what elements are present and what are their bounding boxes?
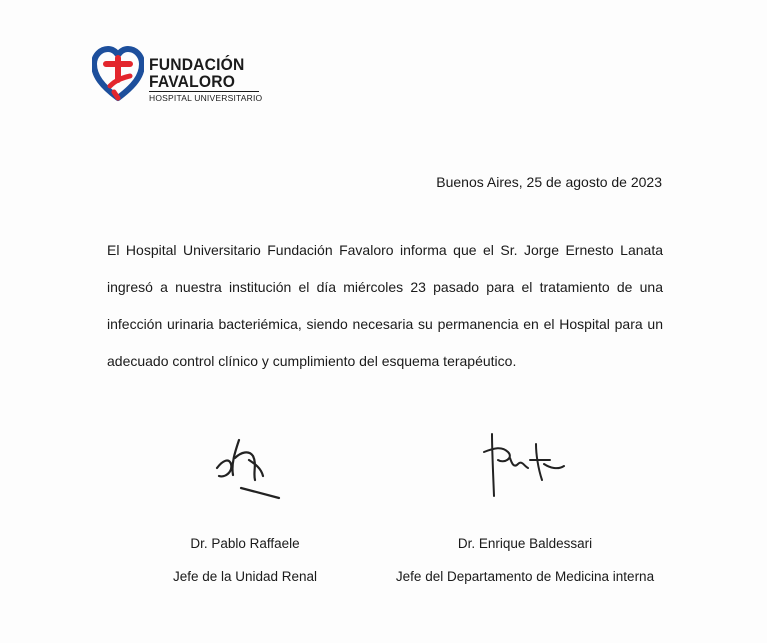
fundacion-favaloro-logo: [92, 46, 262, 106]
letter-date: Buenos Aires, 25 de agosto de 2023: [436, 174, 662, 190]
logo-wordmark: [149, 55, 263, 104]
logo-line2: FAVALORO: [149, 72, 236, 91]
signature-enrique-baldessari: [478, 430, 568, 505]
signer-name: Dr. Enrique Baldessari: [457, 536, 593, 551]
signer-role: Jefe del Departamento de Medicina interna: [395, 569, 655, 584]
letter-body: El Hospital Universitario Fundación Favaloro informa que el Sr. Jorge Ernesto Lanata ingresó a nuestra institución el día miércoles 23 pasado para el tratamiento de una infección urinaria bacteriémica, siendo necesaria su permanencia en el Hospital para un adecuado control clínico y cumplimiento del esquema terapéutico.: [107, 242, 663, 369]
signer-role: Jefe de la Unidad Renal: [172, 569, 318, 584]
signer-name: Dr. Pablo Raffaele: [190, 536, 300, 551]
signature-pablo-raffaele: [205, 430, 285, 505]
heart-logo-icon: [92, 46, 144, 102]
logo-line1: FUNDACIÓN: [149, 55, 245, 74]
logo-line3: HOSPITAL UNIVERSITARIO: [149, 93, 263, 103]
